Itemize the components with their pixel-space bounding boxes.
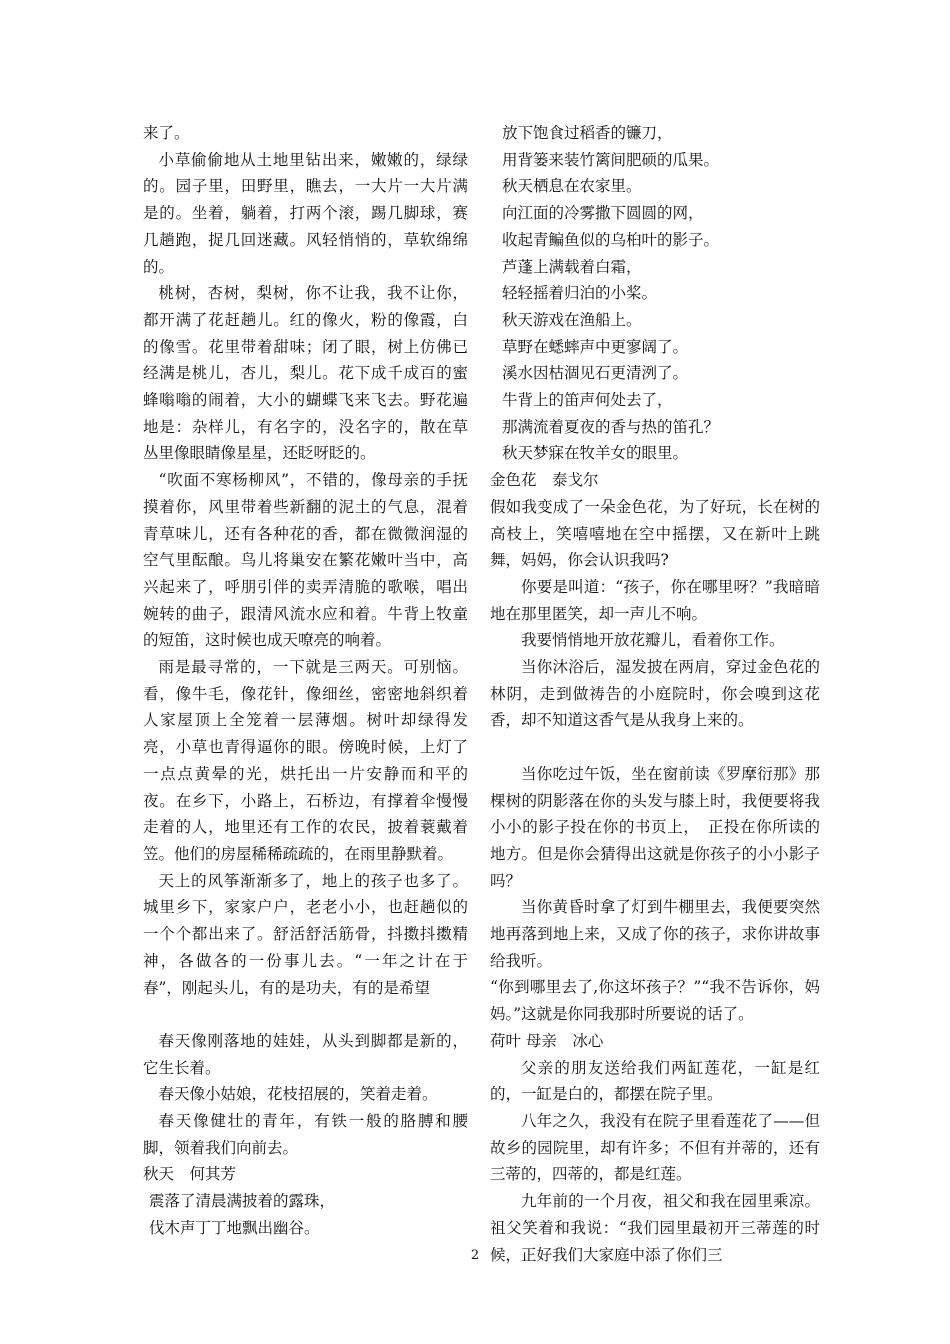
paragraph: 来了。 <box>143 124 190 142</box>
paragraph: 当你吃过午饭，坐在窗前读《罗摩衍那》那棵树的阴影落在你的头发与膝上时，我便要将我小小的影子投在你的书页上， 正投在你所读的地方。但是你会猜得出这就是你孩子的小小影子吗？ <box>490 764 820 890</box>
poem-line: 秋天游戏在渔船上。 <box>502 310 642 329</box>
paragraph: 天上的风筝渐渐多了，地上的孩子也多了。城里乡下，家家户户，老老小小，也赶趟似的一个个都出来了。舒活舒活筋骨，抖擞抖擞精神，各做各的一份事儿去。“一年之计在于春”，刚起头儿，有的是功夫，有的是希望 <box>143 871 468 997</box>
paragraph: 你要是叫道：“孩子，你在哪里呀？”我暗暗地在那里匿笑，却一声儿不响。 <box>490 577 820 623</box>
paragraph: 父亲的朋友送给我们两缸莲花，一缸是红的，一缸是白的，都摆在院子里。 <box>490 1058 820 1104</box>
poem-line: 放下饱食过稻香的镰刀， <box>502 124 673 142</box>
paragraph: 春天像刚落地的娃娃，从头到脚都是新的，它生长着。 <box>143 1031 468 1077</box>
poem-line: 秋天梦寐在牧羊女的眼里。 <box>502 444 689 463</box>
paragraph: 假如我变成了一朵金色花，为了好玩，长在树的高枝上，笑嘻嘻地在空中摇摆，又在新叶上跳舞，妈妈，你会认识我吗? <box>490 497 820 570</box>
right-column <box>490 120 820 1268</box>
blank-line <box>143 1001 468 1028</box>
section-title-golden-flower: 金色花 泰戈尔 <box>490 471 599 490</box>
paragraph: “吹面不寒杨柳风”，不错的，像母亲的手抚摸着你，风里带着些新翻的泥土的气息，混着青草味儿，还有各种花的香，都在微微润湿的空气里酝酿。鸟儿将巢安在繁花嫩叶当中，高兴起来了，呼朋引伴的卖弄清脆的歌喉，唱出婉转的曲子，跟清风流水应和着。牛背上牧童的短笛，这时候也成天嘹亮的响着。 <box>143 471 468 650</box>
poem-line: 溪水因枯涸见石更清洌了。 <box>502 364 689 383</box>
paragraph: 雨是最寻常的，一下就是三两天。可别恼。看，像牛毛，像花针，像细丝，密密地斜织着人家屋顶上全笼着一层薄烟。树叶却绿得发亮，小草也青得逼你的眼。傍晚时候，上灯了一点点黄晕的光，烘托出一片安静而和平的夜。在乡下，小路上，石桥边，有撑着伞慢慢走着的人，地里还有工作的农民，披着蓑戴着笠。他们的房屋稀稀疏疏的，在雨里静默着。 <box>143 658 468 863</box>
poem-line: 收起青鳊鱼似的乌桕叶的影子。 <box>502 230 720 249</box>
paragraph: 当你黄昏时拿了灯到牛棚里去，我便要突然地再落到地上来，又成了你的孩子，求你讲故事给我听。 <box>490 898 820 970</box>
section-title-lotus: 荷叶 母亲 冰心 <box>490 1031 604 1050</box>
poem-line: 用背篓来装竹篱间肥硕的瓜果。 <box>502 150 720 169</box>
poem-line: 震落了清晨满披着的露珠， <box>149 1192 336 1211</box>
poem-line: 向江面的冷雾撒下圆圆的网， <box>502 204 704 223</box>
left-column <box>143 120 468 1242</box>
poem-line: 轻轻摇着归泊的小桨。 <box>502 284 658 303</box>
paragraph: “你到哪里去了,你这坏孩子？”“我不告诉你，妈妈。”这就是你同我那时所要说的话了。 <box>490 978 820 1024</box>
paragraph: 八年之久，我没有在院子里看莲花了——但故乡的园院里，却有许多；不但有并蒂的，还有三蒂的，四蒂的，都是红莲。 <box>490 1112 820 1184</box>
paragraph: 我要悄悄地开放花瓣儿，看着你工作。 <box>521 631 785 650</box>
blank-line <box>490 734 820 761</box>
paragraph: 当你沐浴后，湿发披在两肩，穿过金色花的林阴，走到做祷告的小庭院时，你会嗅到这花香，却不知道这香气是从我身上来的。 <box>490 658 820 730</box>
poem-line: 秋天栖息在农家里。 <box>502 177 642 196</box>
paragraph: 九年前的一个月夜，祖父和我在园里乘凉。祖父笑着和我说：“我们园里最初开三蒂莲的时候，正好我们大家庭中添了你们三 <box>490 1192 820 1264</box>
poem-line: 草野在蟋蟀声中更寥阔了。 <box>502 337 689 356</box>
poem-line: 那满流着夏夜的香与热的笛孔？ <box>502 417 720 436</box>
section-title-autumn: 秋天 何其芳 <box>143 1165 237 1184</box>
paragraph: 春天像小姑娘，花枝招展的，笑着走着。 <box>158 1085 438 1104</box>
poem-autumn-start <box>143 1188 468 1241</box>
poem-line: 伐木声丁丁地飘出幽谷。 <box>149 1218 320 1237</box>
poem-line: 芦蓬上满载着白霜， <box>502 257 642 276</box>
page-number: 2 <box>470 1248 480 1263</box>
paragraph: 桃树，杏树，梨树，你不让我，我不让你，都开满了花赶趟儿。红的像火，粉的像霞，白的像雪。花里带着甜味；闭了眼，树上仿佛已经满是桃儿，杏儿，梨儿。花下成千成百的蜜蜂嗡嗡的闹着，大小的蝴蝶飞来飞去。野花遍地是：杂样儿，有名字的，没名字的，散在草丛里像眼睛像星星，还眨呀眨的。 <box>143 284 468 463</box>
poem-autumn-continued <box>490 120 820 467</box>
paragraph: 小草偷偷地从土地里钻出来，嫩嫩的，绿绿的。园子里，田野里，瞧去，一大片一大片满是的。坐着，躺着，打两个滚，踢几脚球，赛几趟跑，捉几回迷藏。风轻悄悄的，草软绵绵的。 <box>143 150 468 276</box>
paragraph: 春天像健壮的青年，有铁一般的胳膊和腰脚，领着我们向前去。 <box>143 1112 468 1157</box>
poem-line: 牛背上的笛声何处去了， <box>502 391 673 410</box>
